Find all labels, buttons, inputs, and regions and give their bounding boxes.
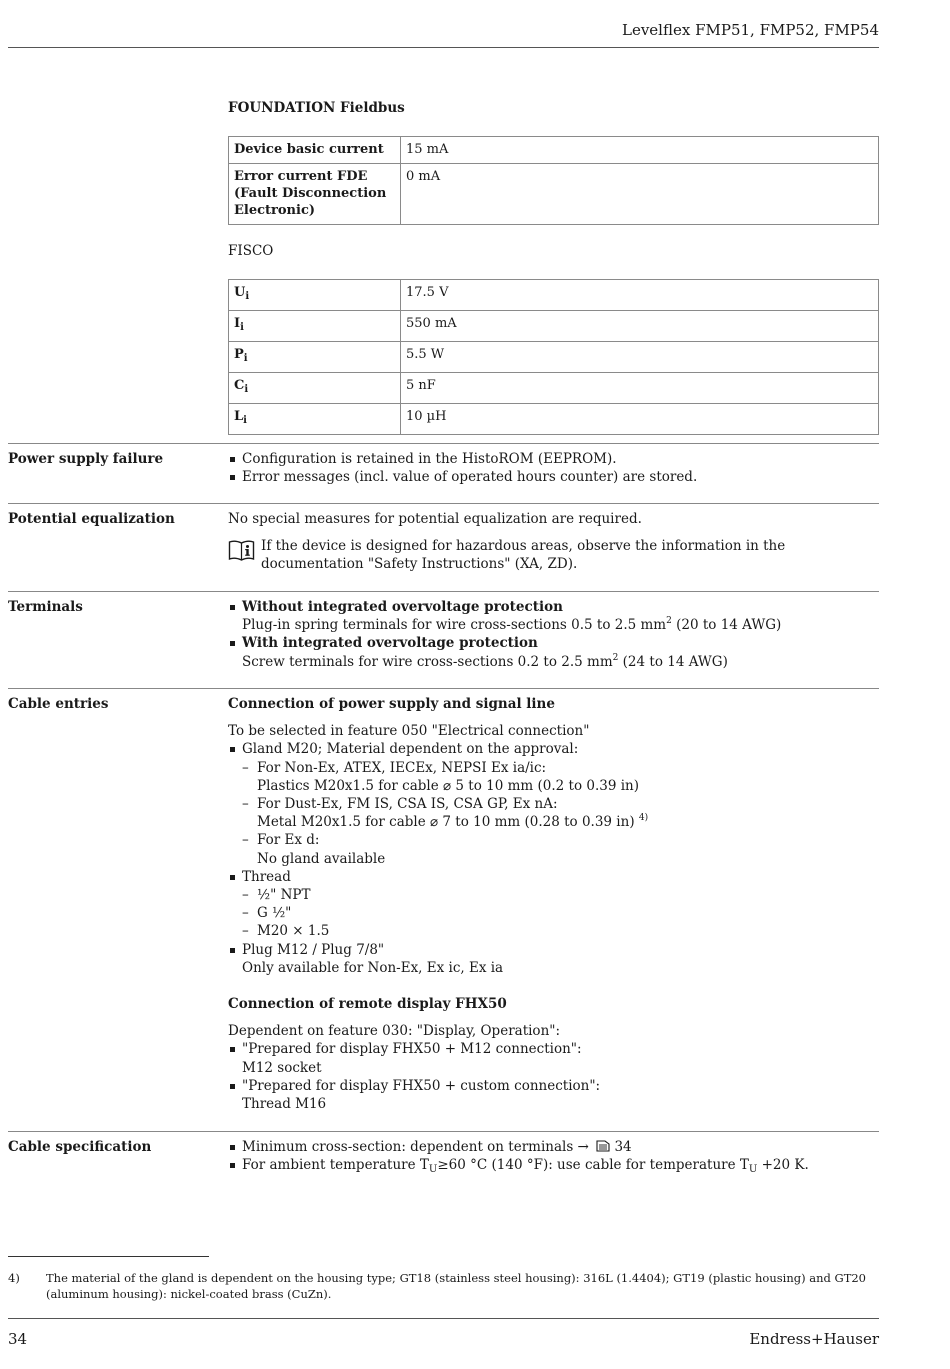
book-info-icon [228, 538, 255, 562]
item-text [242, 616, 879, 634]
info-note [228, 537, 879, 573]
table-key [229, 280, 401, 311]
subscript: U [428, 1164, 438, 1176]
note-text: If the device is designed for hazardous areas, observe the information in the documentation "Safety Instructions" (XA, ZD). [261, 538, 786, 573]
list-item [228, 740, 879, 867]
fisco-table [228, 279, 879, 435]
list-item [228, 598, 879, 634]
item-text: Gland M20; Material dependent on the approval: [242, 741, 579, 758]
table-key [229, 404, 401, 435]
item-text: – For Ex d: [257, 832, 320, 849]
section-cable-specification [8, 1131, 879, 1191]
table-value: 550 mA [401, 311, 879, 342]
list-item [228, 1138, 879, 1156]
paragraph: To be selected in feature 050 "Electrical connection" [228, 723, 590, 740]
item-title: With integrated overvoltage protection [242, 635, 538, 652]
list-item [228, 1077, 879, 1113]
text: Minimum cross-section: dependent on terminals → [242, 1139, 589, 1155]
section-label: Potential equalization [8, 511, 175, 527]
symbol: I [234, 316, 241, 331]
bullet-list [228, 1040, 879, 1113]
symbol: P [234, 347, 244, 362]
section-body [228, 510, 879, 574]
list-item [228, 941, 879, 977]
item-text: Plastics M20x1.5 for cable ⌀ 5 to 10 mm (0.2 to 0.39 in) [257, 777, 640, 794]
ff-heading: FOUNDATION Fieldbus [228, 100, 405, 116]
section-body [228, 450, 879, 486]
table-row [229, 280, 879, 311]
ff-table [228, 136, 879, 225]
symbol-subscript: i [243, 415, 247, 426]
table-row [229, 164, 879, 225]
section-terminals [8, 591, 879, 688]
item-text: Thread M16 [242, 1096, 327, 1113]
table-row [229, 404, 879, 435]
table-value: 5 nF [401, 373, 879, 404]
text: (24 to 14 AWG) [618, 653, 728, 670]
footnote-divider [8, 1256, 209, 1257]
superscript: 2 [666, 616, 672, 627]
section-label: Cable entries [8, 696, 109, 712]
subsection-heading: Connection of remote display FHX50 [228, 996, 507, 1013]
section-body [228, 598, 879, 671]
section-body [228, 695, 879, 1113]
symbol-subscript: i [244, 384, 249, 395]
list-item [242, 759, 879, 795]
text: +20 K. [757, 1157, 809, 1174]
table-value: 15 mA [401, 137, 879, 164]
table-value: 17.5 V [401, 280, 879, 311]
list-item [228, 634, 879, 670]
text: (20 to 14 AWG) [671, 617, 782, 634]
list-item [228, 868, 879, 941]
table-key [229, 342, 401, 373]
section-power-supply-failure [8, 443, 879, 503]
symbol: L [234, 409, 244, 424]
footnote-text: The material of the gland is dependent on the housing type; GT18 (stainless steel housing): 316L (1.4404); GT19 (plastic housing) and GT20 (aluminum housing): nickel-coated brass (CuZn). [46, 1271, 867, 1301]
footnote-number: 4) [8, 1271, 20, 1285]
text: Screw terminals for wire cross-sections 0.2 to 2.5 mm [242, 653, 613, 670]
section-cable-entries [8, 688, 879, 1131]
superscript: 2 [612, 652, 619, 663]
table-key [229, 373, 401, 404]
fisco-heading: FISCO [228, 243, 274, 259]
item-text [242, 653, 879, 671]
page-header [8, 0, 879, 48]
table-value: 5.5 W [401, 342, 879, 373]
page-footer [8, 1318, 879, 1358]
table-row [229, 311, 879, 342]
page-reference-link[interactable]: 34 [614, 1139, 632, 1155]
section-body [228, 1138, 879, 1174]
list-item: – M20 × 1.5 [242, 922, 879, 940]
item-text: Only available for Non-Ex, Ex ic, Ex ia [242, 959, 504, 976]
list-item [228, 1156, 879, 1174]
paragraph: Dependent on feature 030: "Display, Operation": [228, 1023, 561, 1040]
subscript: U [748, 1164, 758, 1176]
symbol-subscript: i [243, 353, 248, 364]
bullet-list [228, 450, 879, 486]
table-row [229, 342, 879, 373]
dash-list [242, 759, 879, 868]
page-reference-icon [596, 1140, 610, 1152]
bullet-list [228, 1138, 879, 1174]
table-row [229, 137, 879, 164]
brand-name: Endress+Hauser [749, 1330, 879, 1348]
list-item: – ½" NPT [242, 886, 879, 904]
symbol: U [234, 285, 246, 300]
table-value: 0 mA [401, 164, 879, 225]
table-value: 10 µH [401, 404, 879, 435]
table-key: Device basic current [229, 137, 401, 164]
list-item: – G ½" [242, 904, 879, 922]
item-title: Without integrated overvoltage protection [242, 599, 563, 615]
bullet-list [228, 598, 879, 671]
item-text: No gland available [257, 850, 386, 867]
text: Plug-in spring terminals for wire cross-sections 0.5 to 2.5 mm [242, 617, 667, 634]
table-key: Error current FDE (Fault Disconnection Electronic) [229, 164, 401, 225]
list-item: Error messages (incl. value of operated hours counter) are stored. [228, 468, 879, 486]
item-text: "Prepared for display FHX50 + custom connection": [242, 1077, 601, 1094]
symbol-subscript: i [240, 322, 244, 333]
page-number: 34 [8, 1330, 28, 1348]
dash-list [242, 886, 879, 941]
item-text: Plug M12 / Plug 7/8" [242, 941, 385, 958]
item-text [257, 813, 879, 831]
text: For ambient temperature T [242, 1157, 429, 1174]
list-item [242, 795, 879, 831]
list-item: Configuration is retained in the HistoROM (EEPROM). [228, 450, 879, 468]
symbol: C [234, 378, 245, 393]
table-key [229, 311, 401, 342]
text: Metal M20x1.5 for cable ⌀ 7 to 10 mm (0.28 to 0.39 in) [257, 814, 635, 831]
item-text: – For Dust-Ex, FM IS, CSA IS, CSA GP, Ex nA: [257, 796, 558, 813]
item-text: M12 socket [242, 1059, 322, 1076]
bullet-list [228, 740, 879, 977]
item-text: – For Non-Ex, ATEX, IECEx, NEPSI Ex ia/ic: [257, 759, 547, 776]
item-text: "Prepared for display FHX50 + M12 connection": [242, 1041, 582, 1058]
document-title: Levelflex FMP51, FMP52, FMP54 [621, 21, 879, 39]
footnote-ref[interactable]: 4) [638, 813, 649, 824]
item-text: Thread [242, 868, 291, 885]
paragraph: No special measures for potential equalization are required. [228, 511, 642, 527]
list-item [242, 831, 879, 867]
text: ≥60 °C (140 °F): use cable for temperature T [437, 1157, 749, 1174]
section-potential-equalization [8, 503, 879, 591]
section-label: Terminals [8, 599, 83, 615]
list-item [228, 1040, 879, 1076]
section-label: Cable specification [8, 1139, 152, 1155]
symbol-subscript: i [245, 291, 250, 302]
section-label: Power supply failure [8, 451, 164, 467]
subsection-heading: Connection of power supply and signal line [228, 696, 555, 712]
table-row [229, 373, 879, 404]
